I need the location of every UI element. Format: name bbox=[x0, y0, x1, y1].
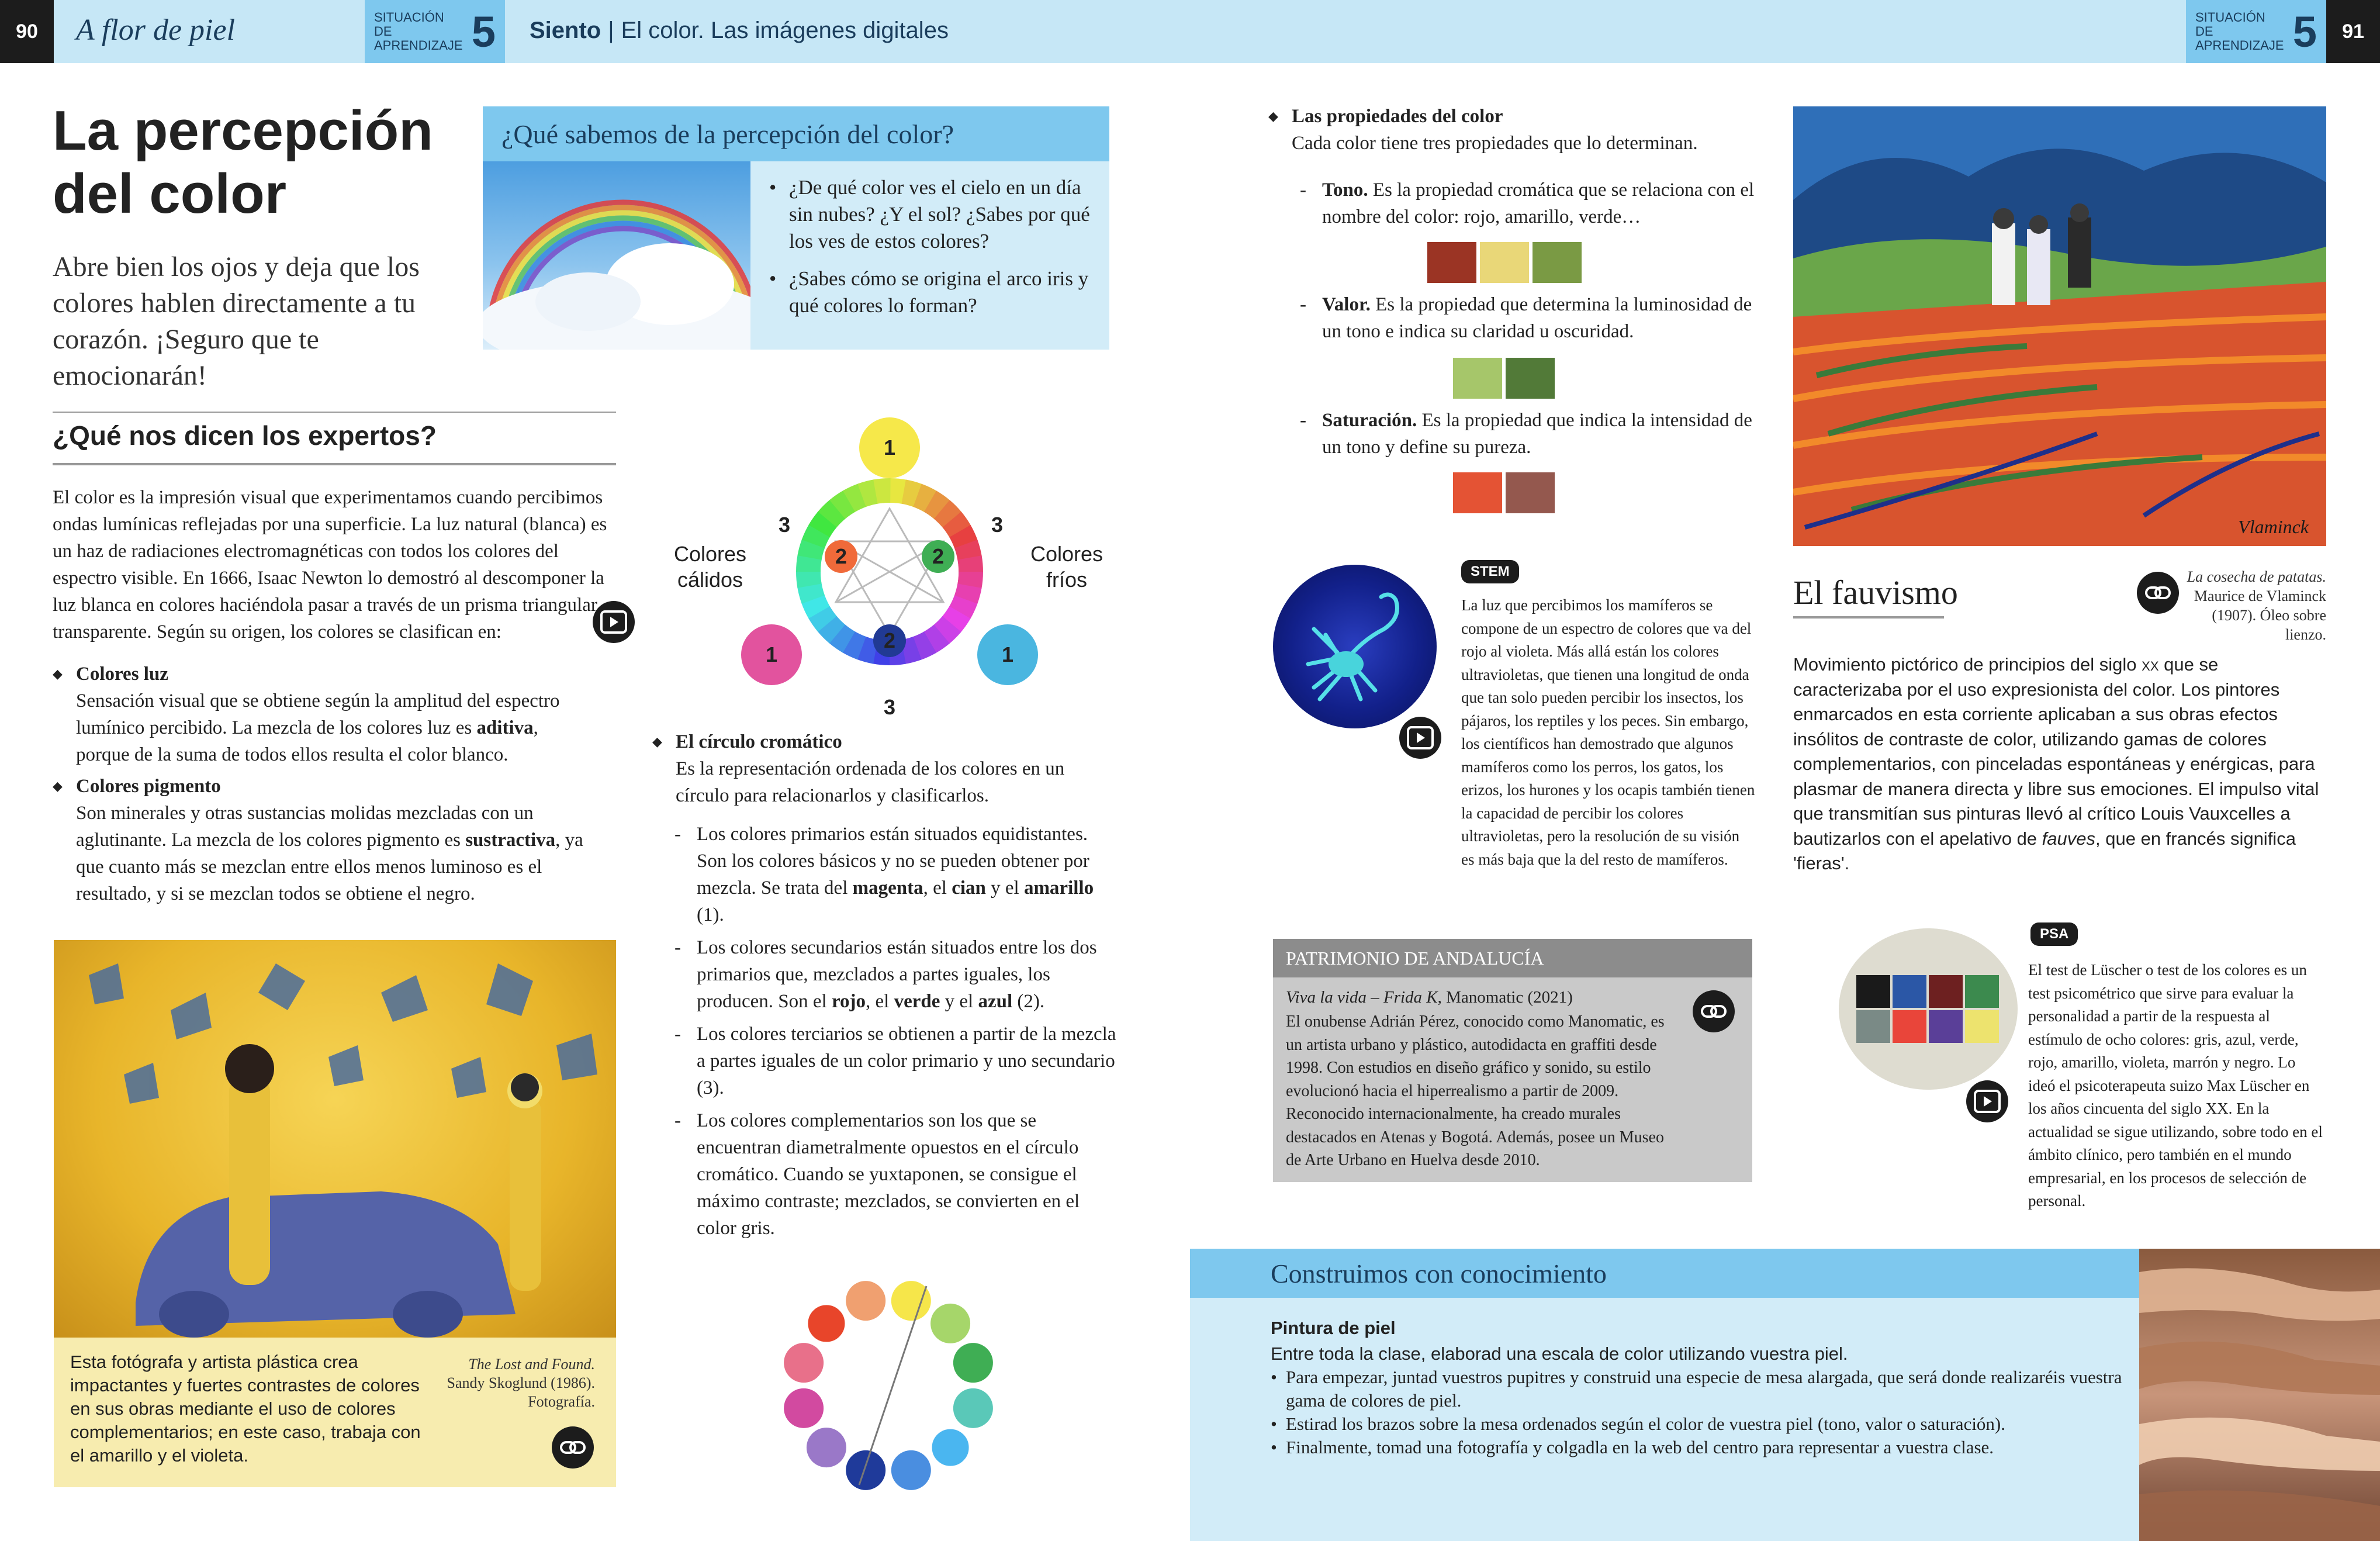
complementary-colors-diagram bbox=[772, 1245, 1005, 1491]
fauvism-text-c: , que en francés significa 'fieras'. bbox=[1793, 828, 2296, 873]
property-tono bbox=[1300, 177, 1756, 230]
build-title: Construimos con conocimiento bbox=[1190, 1249, 2139, 1298]
page-title-line1: La percepción bbox=[53, 99, 433, 162]
play-icon bbox=[1974, 1090, 2001, 1113]
valor-swatches bbox=[1453, 358, 1558, 402]
color-properties-title: Las propiedades del color bbox=[1292, 106, 1503, 127]
secondary-green: verde bbox=[894, 991, 940, 1012]
book-title: A flor de piel bbox=[76, 13, 236, 47]
primary-colors-item bbox=[674, 821, 1119, 928]
fauvism-credit bbox=[2180, 567, 2326, 644]
complementary-dot bbox=[953, 1343, 993, 1383]
primary-cyan: cian bbox=[952, 877, 986, 899]
colores-pigmento-bold: sustractiva bbox=[465, 830, 556, 851]
wheel-label-2-left: 2 bbox=[835, 544, 847, 568]
question-box-title: ¿Qué sabemos de la percepción del color? bbox=[483, 106, 1109, 161]
scorpion-uv-image bbox=[1273, 565, 1437, 728]
colores-luz-text-a: Sensación visual que se obtiene según la amplitud del espectro lumínico percibido. La mezcla de los colores luz es bbox=[76, 690, 560, 738]
tono-label: Tono. bbox=[1322, 179, 1368, 201]
chain-link-icon bbox=[559, 1439, 586, 1456]
wheel-label-1-left: 1 bbox=[765, 642, 778, 666]
fauvism-century: xx bbox=[2142, 654, 2159, 675]
play-icon bbox=[1407, 726, 1434, 749]
cold-colors-label: Colores fríos bbox=[1030, 542, 1103, 592]
photo-credit-title: The Lost and Found. bbox=[468, 1356, 595, 1373]
complementary-dot bbox=[846, 1450, 885, 1490]
photo-credit bbox=[420, 1355, 595, 1411]
list-item-colores-luz bbox=[53, 661, 596, 768]
stem-tag: STEM bbox=[1461, 560, 1519, 583]
luscher-swatch bbox=[1929, 975, 1963, 1008]
intro-text: Abre bien los ojos y deja que los colores hablen directamente a tu corazón. ¡Seguro que te emocionarán! bbox=[53, 251, 420, 391]
luscher-swatches bbox=[1856, 975, 2000, 1043]
wheel-label-3-right: 3 bbox=[991, 513, 1004, 537]
rainbow-sky-image bbox=[483, 161, 750, 350]
fauvism-credit-rest: Maurice de Vlaminck (1907). Óleo sobre lienzo. bbox=[2194, 588, 2326, 643]
chain-link-icon bbox=[1700, 1003, 1727, 1020]
build-step-1: Para empezar, juntad vuestros pupitres y construid una especie de mesa alargada, que será donde realizaréis vuestra gama de colores de piel. bbox=[1286, 1367, 2122, 1411]
complementary-dot bbox=[807, 1428, 846, 1467]
colores-pigmento-text-b: , ya que cuanto más se mezclan entre ellos menos luminoso es el resultado, y si se mezclan todos se obtiene el negro. bbox=[76, 830, 583, 904]
properties-list-saturacion bbox=[1300, 407, 1756, 461]
primary-sep2: y el bbox=[985, 877, 1024, 899]
patrimonio-subtitle bbox=[1286, 988, 1573, 1007]
primary-text: Los colores primarios están situados equidistantes. Son los colores básicos y no se pueden obtener por mezcla. Se trata del bbox=[697, 824, 1089, 899]
lost-and-found-photo bbox=[54, 940, 616, 1338]
experts-divider-top bbox=[53, 412, 616, 413]
luscher-test-image bbox=[1839, 928, 2018, 1090]
color-swatch bbox=[1453, 358, 1502, 399]
photo-credit-rest: Sandy Skoglund (1986). Fotografía. bbox=[447, 1374, 595, 1410]
situation-badge-right bbox=[2186, 0, 2326, 63]
patrimonio-box bbox=[1273, 939, 1752, 1182]
patrimonio-subtitle-rest: , Manomatic (2021) bbox=[1437, 988, 1573, 1007]
situation-label: SITUACIÓN DE APRENDIZAJE bbox=[374, 10, 463, 53]
tertiary-colors-item: - Los colores terciarios se obtienen a partir de la mezcla a partes iguales de un color primario y uno secundario (3). bbox=[674, 1021, 1119, 1101]
chromatic-circle-section bbox=[652, 728, 1120, 809]
situation-number-right: 5 bbox=[2292, 7, 2317, 56]
luscher-swatch bbox=[1856, 975, 1890, 1008]
patrimonio-text: El onubense Adrián Pérez, conocido como Manomatic, es un artista urbano y plástico, autodidacta en graffiti desde 1998. Con estudios en diseño gráfico y sonido, su estilo evolucionó hacia el hiperrealismo a partir de 2009. Reconocido internacionalmente, ha creado murales destacados en Atenas y Bogotá. Además, posee un Museo de Arte Urbano en Huelva desde 2010. bbox=[1286, 1013, 1665, 1169]
color-properties-item bbox=[1268, 103, 1736, 157]
complementary-dot bbox=[891, 1450, 931, 1490]
primary-sep1: , el bbox=[923, 877, 952, 899]
complementary-dot bbox=[784, 1343, 824, 1383]
complementary-dot bbox=[930, 1428, 970, 1467]
section-title-bold: Siento bbox=[530, 18, 601, 43]
warm-colors-label: Colores cálidos bbox=[673, 542, 747, 592]
complementary-dot bbox=[784, 1388, 824, 1428]
section-title-rest: El color. Las imágenes digitales bbox=[621, 18, 949, 43]
saturacion-swatches bbox=[1453, 472, 1558, 516]
experts-divider-bottom bbox=[53, 463, 616, 465]
photo-caption: Esta fotógrafa y artista plástica crea impactantes y fuertes contrastes de colores en sus obras mediante el uso de colores complementarios; en este caso, trabaja con el amarillo y el violeta. bbox=[70, 1352, 421, 1466]
luscher-swatch bbox=[1965, 1010, 1999, 1043]
color-types-list bbox=[53, 661, 596, 907]
wheel-label-2-bottom: 2 bbox=[883, 628, 896, 652]
secondary-sep2: y el bbox=[940, 991, 978, 1012]
wheel-label-3-bottom: 3 bbox=[883, 695, 896, 719]
color-swatch bbox=[1506, 358, 1555, 399]
secondary-red: rojo bbox=[831, 991, 866, 1012]
properties-list bbox=[1300, 177, 1756, 230]
colores-luz-title: Colores luz bbox=[76, 664, 168, 685]
colores-luz-bold: aditiva bbox=[476, 717, 534, 738]
colores-pigmento-title: Colores pigmento bbox=[76, 776, 221, 797]
complementary-dot bbox=[953, 1388, 993, 1428]
colores-luz-text-b: , porque de la suma de todos ellos resulta el color blanco. bbox=[76, 717, 538, 765]
list-item-colores-pigmento bbox=[53, 773, 596, 907]
fauvism-heading: El fauvismo bbox=[1793, 573, 1958, 611]
color-properties-intro: Cada color tiene tres propiedades que lo determinan. bbox=[1292, 133, 1698, 154]
left-page-number: 90 bbox=[0, 0, 54, 63]
wheel-label-3-left: 3 bbox=[778, 513, 791, 537]
patrimonio-subtitle-italic: Viva la vida – Frida K bbox=[1286, 988, 1438, 1007]
fauvism-text-a: Movimiento pictórico de principios del siglo bbox=[1793, 654, 2142, 675]
saturacion-text: Es la propiedad que indica la intensidad de un tono y define su pureza. bbox=[1322, 410, 1752, 458]
build-steps-list: • Para empezar, juntad vuestros pupitres y construid una especie de mesa alargada, que será donde realizaréis vuestra gama de colores de piel. • Estirad los brazos sobre la mesa ordenados según el color de vuestra piel (tono, valor o saturación). • Finalmente, tomad una fotografía y colgadla en la web del centro para representar a vuestra clase. bbox=[1271, 1367, 2122, 1457]
property-saturacion bbox=[1300, 407, 1756, 461]
luscher-swatch bbox=[1856, 1010, 1890, 1043]
color-swatch bbox=[1506, 472, 1555, 513]
psa-text: El test de Lüscher o test de los colores es un test psicométrico que sirve para evaluar la personalidad a partir de la respuesta al estímulo de ocho colores: gris, azul, verde, rojo, amarillo, violeta, marrón y negro. Lo ideó el psicoterapeuta suizo Max Lüscher en los años cincuenta del siglo XX. En la actualidad se sigue utilizando, sobre todo en el ámbito clínico, pero también en el mundo empresarial, en los procesos de selección de personal. bbox=[2028, 961, 2323, 1210]
link-button-patrimonio[interactable] bbox=[1693, 990, 1735, 1032]
complementary-dot bbox=[930, 1304, 970, 1343]
properties-list-valor bbox=[1300, 291, 1756, 345]
complementary-dots bbox=[784, 1281, 993, 1490]
photo-caption-box bbox=[54, 1338, 616, 1487]
tono-text: Es la propiedad cromática que se relaciona con el nombre del color: rojo, amarillo, verde… bbox=[1322, 179, 1755, 227]
valor-text: Es la propiedad que determina la luminosidad de un tono e indica su claridad u oscuridad. bbox=[1322, 294, 1752, 342]
video-play-button-psa[interactable] bbox=[1966, 1080, 2008, 1122]
secondary-colors-item bbox=[674, 934, 1119, 1015]
fauvism-credit-title: La cosecha de patatas. bbox=[2187, 568, 2326, 585]
tono-swatches bbox=[1427, 242, 1585, 286]
color-swatch bbox=[1533, 242, 1582, 283]
complementary-dot bbox=[846, 1281, 885, 1321]
secondary-end: (2). bbox=[1012, 991, 1045, 1012]
complementary-colors-item: - Los colores complementarios son los que se encuentran diametralmente opuestos en el círculo cromático. Cuando se yuxtaponen, se consigue el máximo contraste; mezclados, se convierten en el color gris. bbox=[674, 1107, 1119, 1242]
build-knowledge-box bbox=[1190, 1249, 2139, 1541]
link-button-photo[interactable] bbox=[552, 1426, 594, 1469]
luscher-swatch bbox=[1929, 1010, 1963, 1043]
colores-pigmento-text-a: Son minerales y otras sustancias molidas mezcladas con un aglutinante. La mezcla de los colores pigmento es bbox=[76, 803, 534, 851]
situation-badge-left bbox=[365, 0, 505, 63]
fauvism-fauves: fauves bbox=[2042, 828, 2096, 849]
color-swatch bbox=[1427, 242, 1476, 283]
fauvism-underline bbox=[1793, 616, 1944, 619]
primary-yellow: amarillo bbox=[1023, 877, 1094, 899]
chain-link-icon bbox=[2144, 584, 2171, 602]
wheel-label-2-right: 2 bbox=[932, 544, 945, 568]
property-valor bbox=[1300, 291, 1756, 345]
question-1: ¿De qué color ves el cielo en un día sin nubes? ¿Y el sol? ¿Sabes por qué los ves de estos colores? bbox=[789, 176, 1090, 253]
chromatic-circle-title: El círculo cromático bbox=[676, 731, 842, 752]
experts-heading: ¿Qué nos dicen los expertos? bbox=[53, 420, 437, 451]
color-swatch bbox=[1453, 472, 1502, 513]
build-intro: Entre toda la clase, elaborad una escala de color utilizando vuestra piel. bbox=[1271, 1343, 1848, 1364]
page-title-line2: del color bbox=[53, 163, 287, 225]
chromatic-circle-intro: Es la representación ordenada de los colores en un círculo para relacionarlos y clasificarlos. bbox=[676, 758, 1065, 806]
build-subtitle: Pintura de piel bbox=[1271, 1318, 1396, 1338]
primary-magenta: magenta bbox=[852, 877, 923, 899]
section-title: Siento | El color. Las imágenes digitales bbox=[530, 18, 949, 43]
situation-label-right: SITUACIÓN DE APRENDIZAJE bbox=[2195, 10, 2284, 53]
chromatic-circle-item bbox=[652, 728, 1120, 809]
primary-end: (1). bbox=[697, 904, 724, 925]
question-box bbox=[483, 106, 1109, 350]
painting-signature: Vlaminck bbox=[2238, 516, 2309, 537]
fauvism-text bbox=[1793, 652, 2326, 876]
complementary-dot bbox=[891, 1281, 931, 1321]
chromatic-types-list bbox=[674, 821, 1119, 1248]
patrimonio-title: PATRIMONIO DE ANDALUCÍA bbox=[1273, 939, 1752, 977]
build-step-2: Estirad los brazos sobre la mesa ordenados según el color de vuestra piel (tono, valor o saturación). bbox=[1286, 1414, 2006, 1434]
vlaminck-painting bbox=[1793, 106, 2326, 546]
question-2: ¿Sabes cómo se origina el arco iris y qué colores lo forman? bbox=[789, 267, 1089, 317]
play-icon bbox=[600, 610, 627, 634]
hands-photo bbox=[2139, 1249, 2380, 1541]
experts-paragraph: El color es la impresión visual que experimentamos cuando percibimos ondas lumínicas reflejadas por una superficie. La luz natural (blanca) es un haz de radiaciones electromagnéticas con todos los colores del espectro visible. En 1666, Isaac Newton lo demostró al descomponer la luz blanca en colores haciéndola pasar a través de un prisma triangular transparente. Según su origen, los colores se clasifican en: bbox=[53, 487, 607, 642]
fauvism-text-b: que se caracterizaba por el uso expresionista del color. Los pintores enmarcados en esta corriente aplicaban a sus obras efectos insólitos de contraste de color, utilizando gamas de colores complementarios, con pinceladas espontáneas y enérgicas, para plasmar de manera directa y libre sus emociones. El impulso vital que transmitían sus pinturas llevó al crítico Louis Vauxcelles a bautizarlos con el apelativo de bbox=[1793, 654, 2319, 849]
question-list: • ¿De qué color ves el cielo en un día sin nubes? ¿Y el sol? ¿Sabes por qué los ves de estos colores? • ¿Sabes cómo se origina el arco iris y qué colores lo forman? bbox=[769, 176, 1090, 317]
wheel-label-1-top: 1 bbox=[883, 436, 896, 459]
luscher-swatch bbox=[1893, 1010, 1926, 1043]
build-step-3: Finalmente, tomad una fotografía y colgadla en la web del centro para representar a vuestra clase. bbox=[1286, 1437, 1994, 1457]
luscher-swatch bbox=[1893, 975, 1926, 1008]
complementary-dot bbox=[807, 1304, 846, 1343]
video-play-button-stem[interactable] bbox=[1399, 717, 1441, 759]
wheel-label-1-right: 1 bbox=[1001, 642, 1014, 666]
secondary-text: Los colores secundarios están situados entre los dos primarios que, mezclados a partes iguales, los producen. Son el bbox=[697, 937, 1097, 1012]
valor-label: Valor. bbox=[1322, 294, 1371, 315]
stem-text: La luz que percibimos los mamíferos se compone de un espectro de colores que va del rojo al violeta. Más allá están los colores ultravioletas, que tienen una longitud de onda que tan solo pueden percibir los insectos, los pájaros, los reptiles y los peces. Sin embargo, los científicos han demostrado que algunos mamíferos como los perros, los gatos, los erizos, los hurones y los ocapis también tienen la capacidad de percibir los colores ultravioletas, pero la resolución de su visión es más baja que la del resto de mamíferos. bbox=[1461, 596, 1755, 868]
psa-tag: PSA bbox=[2030, 922, 2078, 946]
saturacion-label: Saturación. bbox=[1322, 410, 1417, 431]
luscher-swatch bbox=[1965, 975, 1999, 1008]
video-play-button-experts[interactable] bbox=[593, 601, 635, 643]
right-page-number: 91 bbox=[2326, 0, 2380, 63]
color-properties-section bbox=[1268, 103, 1736, 157]
secondary-blue: azul bbox=[978, 991, 1013, 1012]
secondary-sep1: , el bbox=[866, 991, 894, 1012]
situation-number: 5 bbox=[471, 7, 496, 56]
color-swatch bbox=[1480, 242, 1529, 283]
link-button-fauvism[interactable] bbox=[2137, 572, 2179, 614]
